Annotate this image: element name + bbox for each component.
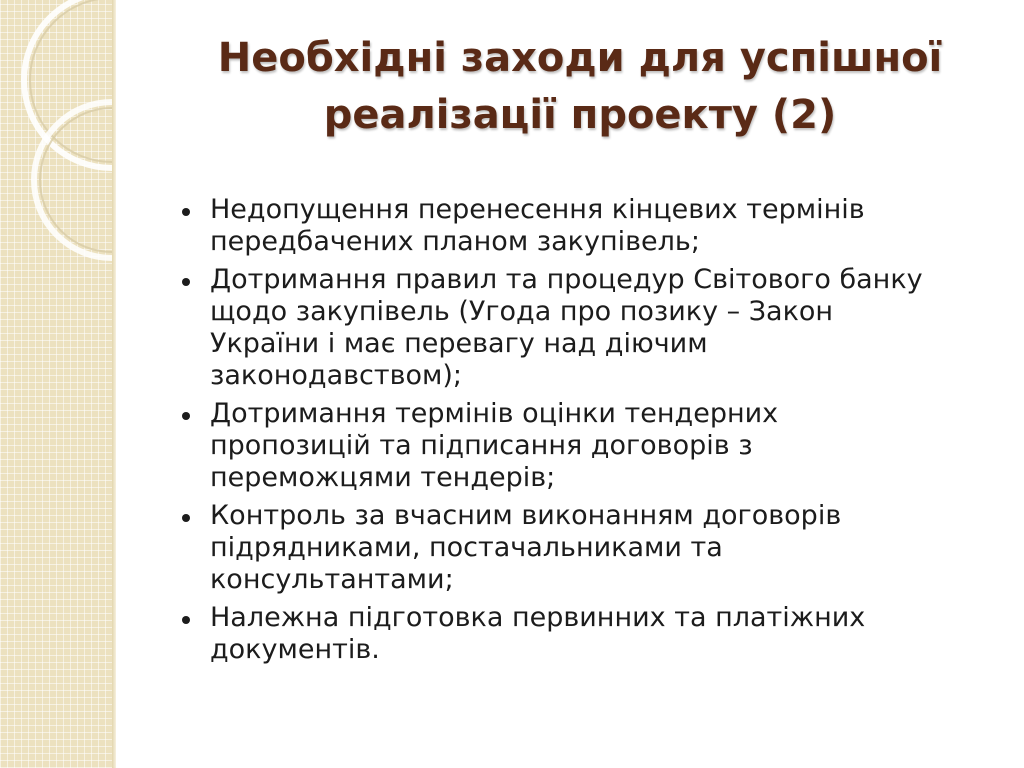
bullet-line: переможцями тендерів; [210, 462, 556, 493]
bullet-dot-icon [182, 208, 190, 216]
bullet-line: Контроль за вчасним виконанням договорів [210, 500, 842, 531]
bullet-line: Належна підготовка первинних та платіжних [210, 602, 866, 633]
bullet-line: законодавством); [210, 360, 463, 391]
decorative-side-panel [0, 0, 112, 768]
bullet-line: Недопущення перенесення кінцевих термінів [210, 194, 865, 225]
bullet-item [180, 194, 990, 258]
bullet-item [180, 602, 990, 666]
slide-title [150, 30, 1010, 144]
bullet-item [180, 398, 990, 494]
bullet-line: консультантами; [210, 564, 454, 595]
bullet-dot-icon [182, 412, 190, 420]
bullet-line: Дотримання термінів оцінки тендерних [210, 398, 779, 429]
bullet-line: України і має перевагу над діючим [210, 328, 708, 359]
slide-title-line-2: реалізації проекту (2) [323, 92, 837, 138]
bullet-line: щодо закупівель (Угода про позику – Закон [210, 296, 834, 327]
bullet-item [180, 500, 990, 596]
bullet-list [180, 194, 990, 672]
bullet-dot-icon [182, 514, 190, 522]
slide-title-line-1: Необхідні заходи для успішної [217, 35, 943, 81]
bullet-item [180, 264, 990, 392]
bullet-line: передбачених планом закупівель; [210, 226, 700, 257]
bullet-line: Дотримання правил та процедур Світового банку [210, 264, 923, 295]
bullet-line: підрядниками, постачальниками та [210, 532, 723, 563]
bullet-dot-icon [182, 278, 190, 286]
bullet-line: пропозицій та підписання договорів з [210, 430, 753, 461]
decorative-rings [0, 0, 112, 300]
bullet-dot-icon [182, 616, 190, 624]
bullet-line: документів. [210, 634, 380, 665]
side-panel-edge [112, 0, 116, 768]
